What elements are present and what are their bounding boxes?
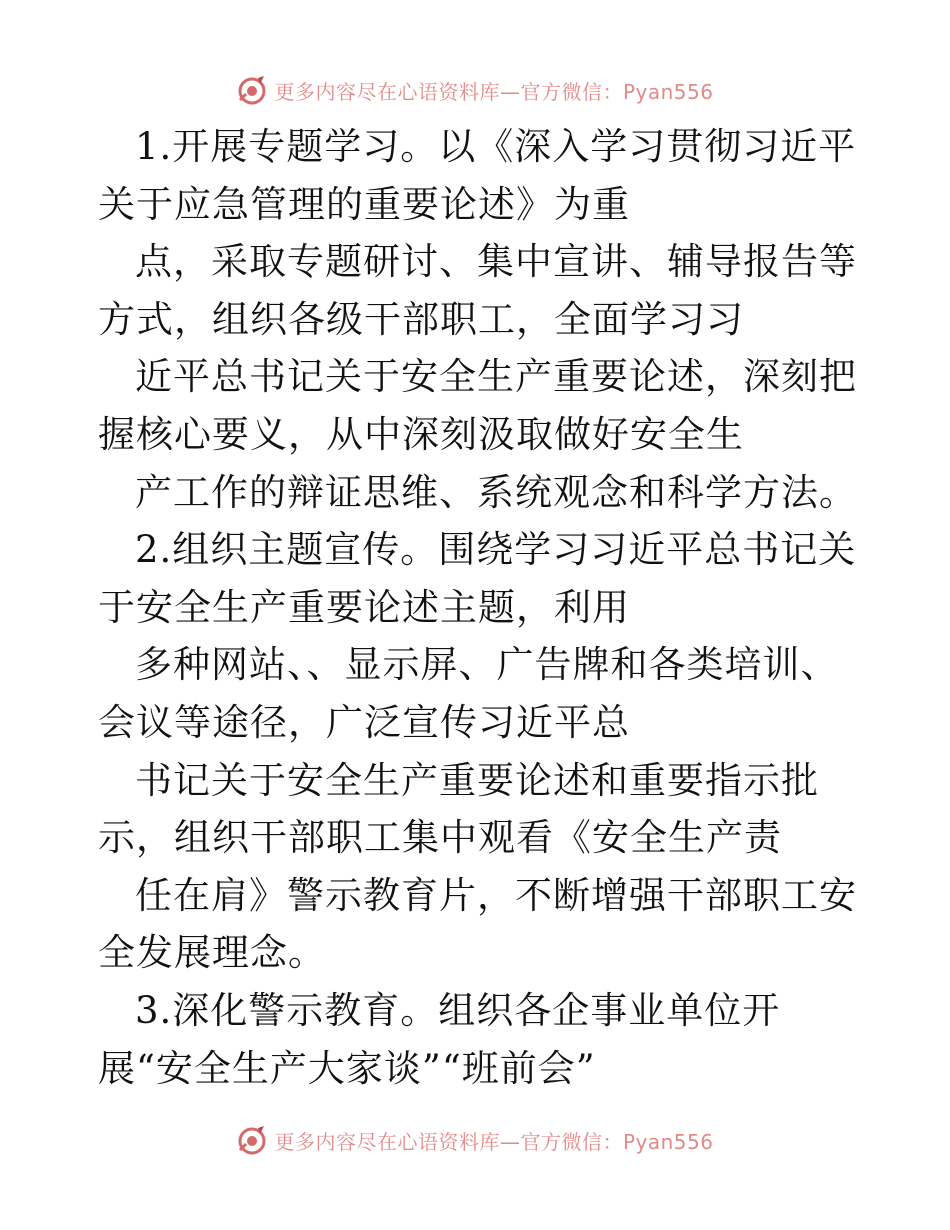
paragraph-1: 1.开展专题学习。以《深入学习贯彻习近平关于应急管理的重要论述》为重	[98, 125, 857, 226]
paragraph-9: 3.深化警示教育。组织各企事业单位开展“安全生产大家谈”“班前会”	[98, 988, 781, 1090]
header-watermark-text: 更多内容尽在心语资料库—官方微信：Pyan556	[274, 79, 714, 104]
paragraph-8: 任在肩》警示教育片，不断增强干部职工安全发展理念。	[98, 873, 857, 975]
paragraph-3: 近平总书记关于安全生产重要论述，深刻把握核心要义，从中深刻汲取做好安全生	[98, 355, 857, 456]
paragraph-6: 多种网站、、显示屏、广告牌和各类培训、会议等途径，广泛宣传习近平总	[98, 643, 839, 744]
quill-seal-icon	[236, 1124, 268, 1156]
paragraph-2: 点，采取专题研讨、集中宣讲、辅导报告等方式，组织各级干部职工，全面学习习	[98, 240, 857, 341]
quill-seal-icon	[236, 74, 268, 106]
paragraph-5: 2.组织主题宣传。围绕学习习近平总书记关于安全生产重要论述主题，利用	[98, 528, 857, 629]
paragraph-4: 产工作的辩证思维、系统观念和科学方法。	[135, 470, 857, 514]
paragraph-7: 书记关于安全生产重要论述和重要指示批示，组织干部职工集中观看《安全生产责	[98, 758, 819, 860]
footer-watermark-banner	[0, 1120, 950, 1160]
document-body	[98, 118, 858, 1097]
footer-watermark-text: 更多内容尽在心语资料库—官方微信：Pyan556	[274, 1129, 714, 1154]
header-watermark-banner	[0, 70, 950, 110]
